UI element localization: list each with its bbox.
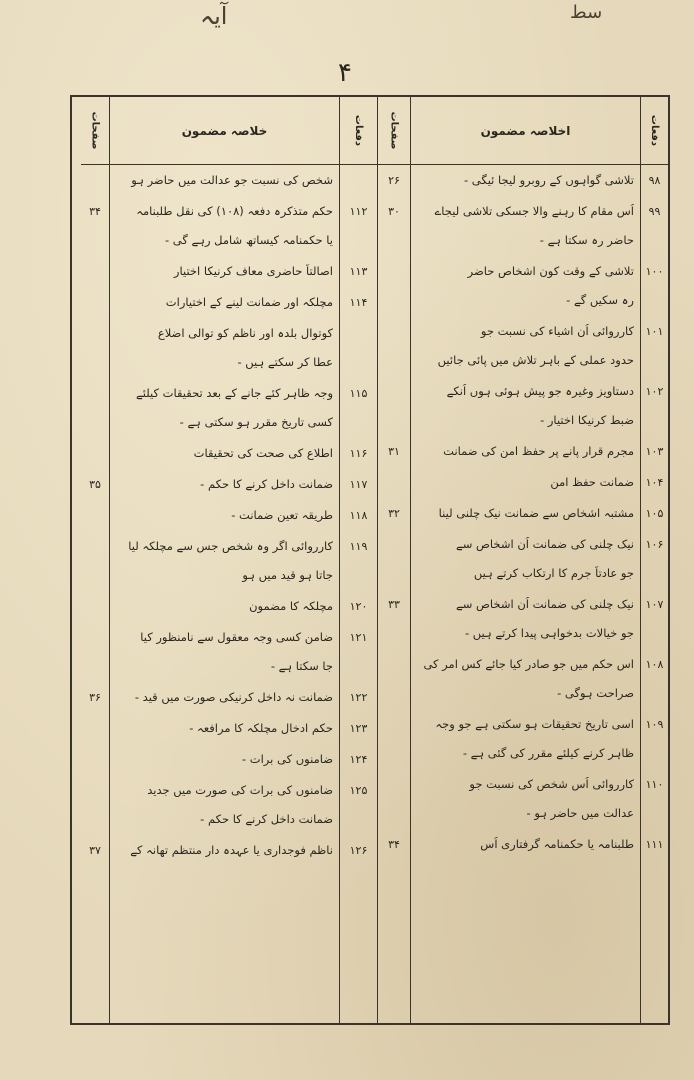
right_rows-row-summary-line: حدود عملی کے باہر تلاش میں پائی جائیں bbox=[437, 353, 634, 367]
left_rows-row-section: ۱۲۳ bbox=[349, 722, 368, 735]
right-section-header: دفعات bbox=[641, 97, 668, 165]
right_rows-row-summary-line: ضبط کرنیکا اختیار - bbox=[540, 413, 634, 427]
right_rows-row-summary-line: جو خیالات بدخواہی پیدا کرتے ہیں - bbox=[464, 626, 634, 640]
right_rows-row-summary-line: ضمانت حفظ امن bbox=[550, 475, 634, 489]
right-page-header: صفحات bbox=[378, 97, 410, 165]
left_rows-row-summary-line: شخص کی نسبت جو عدالت میں حاضر ہو bbox=[131, 173, 333, 187]
page-number: ۴ bbox=[338, 58, 352, 88]
left_rows-row-section: ۱۱۵ bbox=[349, 387, 368, 400]
left-section-header: دفعات bbox=[340, 97, 377, 165]
right_rows-row-section: ۱۰۹ bbox=[645, 718, 664, 731]
left_rows-row-section: ۱۱۲ bbox=[349, 205, 368, 218]
right_rows-row-section: ۹۹ bbox=[648, 205, 661, 218]
right-summary-column bbox=[410, 97, 640, 1023]
right_rows-row-page: ۳۰ bbox=[388, 205, 400, 218]
left_rows-row-summary-line: حکم ادخال مچلکہ کا مرافعہ - bbox=[189, 721, 333, 735]
left_rows-row-summary-line: حکم متذکرہ دفعہ (۱۰۸) کی نقل طلبنامہ bbox=[136, 204, 333, 218]
left_rows-row-summary-line: مچلکہ کا مضمون bbox=[249, 599, 333, 613]
left_rows-row-section: ۱۱۳ bbox=[349, 265, 368, 278]
right_rows-row-summary-line: تلاشی گواہوں کے روبرو لیجا ئیگی - bbox=[463, 173, 634, 187]
left_rows-row-summary-line: طریقہ تعین ضمانت - bbox=[231, 508, 333, 522]
right_rows-row-summary-line: کارروائی اُن اشیاء کی نسبت جو bbox=[480, 324, 634, 338]
page-marks bbox=[0, 0, 694, 100]
right_rows-row-section: ۱۰۱ bbox=[645, 325, 664, 338]
left_rows-row-summary-line: ضامن کسی وجہ معقول سے نامنظور کیا bbox=[140, 630, 333, 644]
right_rows-row-summary-line: اُس مقام کا رہنے والا جسکی تلاشی لیجاے bbox=[434, 204, 634, 218]
right_rows-row-section: ۱۱۱ bbox=[645, 838, 664, 851]
left_rows-row-summary-line: عطا کر سکتے ہیں - bbox=[237, 355, 333, 369]
left_rows-row-summary-line: اطلاع کی صحت کی تحقیقات bbox=[193, 446, 333, 460]
right_rows-row-page: ۳۱ bbox=[388, 445, 400, 458]
left_rows-row-summary-line: کارروائی اگر وہ شخص جس سے مچلکہ لیا bbox=[128, 539, 333, 553]
left-summary-column bbox=[109, 97, 339, 1023]
left_rows-row-summary-line: جا سکتا ہے - bbox=[270, 659, 333, 673]
left_rows-row-summary-line: اصالتاً حاضری معاف کرنیکا اختیار bbox=[173, 264, 333, 278]
right_rows-row-summary-line: نیک چلنی کی ضمانت اُن اشخاص سے bbox=[455, 597, 634, 611]
left-section-column bbox=[339, 97, 377, 1023]
right_rows-row-summary-line: کارروائی اُس شخص کی نسبت جو bbox=[469, 777, 634, 791]
right_rows-row-summary-line: اسی تاریخ تحقیقات ہو سکتی ہے جو وجہ bbox=[435, 717, 634, 731]
left_rows-row-section: ۱۱۴ bbox=[349, 296, 368, 309]
left_rows-row-section: ۱۲۰ bbox=[349, 600, 368, 613]
left_rows-row-summary-line: ضامنوں کی برات - bbox=[241, 752, 333, 766]
left_rows-row-page: ۳۶ bbox=[89, 691, 101, 704]
right-section-column bbox=[640, 97, 668, 1023]
right_rows-row-section: ۱۰۳ bbox=[645, 445, 664, 458]
right_rows-row-section: ۹۸ bbox=[648, 174, 661, 187]
right_rows-row-summary-line: مجرم قرار پانے پر حفظ امن کی ضمانت bbox=[443, 444, 634, 458]
right_rows-row-section: ۱۰۰ bbox=[645, 265, 664, 278]
left_rows-row-section: ۱۲۶ bbox=[349, 844, 368, 857]
right-page-column bbox=[377, 97, 410, 1023]
right_rows-row-section: ۱۰۸ bbox=[645, 658, 664, 671]
top-mark: آیہ bbox=[200, 2, 228, 30]
left_rows-row-summary-line: ضمانت نہ داخل کرنیکی صورت میں قید - bbox=[134, 690, 333, 704]
right_rows-row-summary-line: مشتبہ اشخاص سے ضمانت نیک چلنی لینا bbox=[438, 506, 634, 520]
left_rows-row-section: ۱۱۶ bbox=[349, 447, 368, 460]
right_rows-row-summary-line: رہ سکیں گے - bbox=[566, 293, 634, 307]
right_rows-row-summary-line: دستاویز وغیرہ جو پیش ہوئی ہوں اُنکے bbox=[446, 384, 634, 398]
right_rows-row-section: ۱۰۴ bbox=[645, 476, 664, 489]
right_rows-row-summary-line: اس حکم میں جو صادر کیا جائے کس امر کی bbox=[423, 657, 634, 671]
left_rows-row-page: ۳۴ bbox=[89, 205, 101, 218]
left_rows-row-section: ۱۱۹ bbox=[349, 540, 368, 553]
left-summary-header: خلاصہ مضمون bbox=[110, 97, 339, 165]
left_rows-row-summary-line: کسی تاریخ مقرر ہو سکتی ہے - bbox=[179, 415, 333, 429]
left_rows-row-summary-line: کوتوال بلدہ اور ناظم کو توالی اضلاع bbox=[157, 326, 333, 340]
corner-mark: سط bbox=[570, 2, 603, 23]
left-page-column bbox=[81, 97, 109, 1023]
left_rows-row-page: ۳۷ bbox=[89, 844, 101, 857]
left_rows-row-summary-line: وجہ ظاہر کئے جانے کے بعد تحقیقات کیلئے bbox=[136, 386, 333, 400]
right_rows-row-section: ۱۱۰ bbox=[645, 778, 664, 791]
right_rows-row-section: ۱۰۵ bbox=[645, 507, 664, 520]
right_rows-row-summary-line: تلاشی کے وقت کون اشخاص حاضر bbox=[467, 264, 634, 278]
left_rows-row-summary-line: مچلکہ اور ضمانت لینے کے اختیارات bbox=[165, 295, 333, 309]
left_rows-row-section: ۱۲۵ bbox=[349, 784, 368, 797]
left_rows-row-summary-line: ضمانت داخل کرنے کا حکم - bbox=[200, 477, 333, 491]
left_rows-row-summary-line: ناظم فوجداری یا عہدہ دار منتظم تھانہ کے bbox=[130, 843, 333, 857]
right_rows-row-summary-line: عدالت میں حاضر ہو - bbox=[526, 806, 634, 820]
right_rows-row-summary-line: طلبنامہ یا حکمنامہ گرفتاری اُس bbox=[480, 837, 634, 851]
left_rows-row-summary-line: یا حکمنامہ کیساتھ شامل رہے گی - bbox=[164, 233, 333, 247]
right_rows-row-section: ۱۰۲ bbox=[645, 385, 664, 398]
left_rows-row-summary-line: ضامنوں کی برات کی صورت میں جدید bbox=[147, 783, 333, 797]
left_rows-row-section: ۱۱۷ bbox=[349, 478, 368, 491]
right_rows-row-summary-line: صراحت ہوگی - bbox=[557, 686, 634, 700]
right_rows-row-page: ۳۳ bbox=[388, 598, 400, 611]
right_rows-row-page: ۳۲ bbox=[388, 507, 400, 520]
right_rows-row-page: ۲۶ bbox=[388, 174, 400, 187]
left_rows-row-page: ۳۵ bbox=[89, 478, 101, 491]
index-table bbox=[70, 95, 670, 1025]
right-summary-header: اخلاصہ مضمون bbox=[411, 97, 640, 165]
right_rows-row-page: ۳۴ bbox=[388, 838, 400, 851]
right_rows-row-section: ۱۰۷ bbox=[645, 598, 664, 611]
left_rows-row-section: ۱۱۸ bbox=[349, 509, 368, 522]
right_rows-row-summary-line: حاضر رہ سکتا ہے - bbox=[539, 233, 634, 247]
right_rows-row-summary-line: جو عادتاً جرم کا ارتکاب کرتے ہیں bbox=[473, 566, 634, 580]
left_rows-row-section: ۱۲۱ bbox=[349, 631, 368, 644]
right_rows-row-section: ۱۰۶ bbox=[645, 538, 664, 551]
left_rows-row-summary-line: ضمانت داخل کرنے کا حکم - bbox=[200, 812, 333, 826]
left_rows-row-section: ۱۲۲ bbox=[349, 691, 368, 704]
right_rows-row-summary-line: نیک چلنی کی ضمانت اُن اشخاص سے bbox=[455, 537, 634, 551]
right_rows-row-summary-line: ظاہر کرنے کیلئے مقرر کی گئی ہے - bbox=[462, 746, 634, 760]
left_rows-row-summary-line: جاتا ہو قید میں ہو bbox=[242, 568, 333, 582]
left-page-header: صفحات bbox=[81, 97, 109, 165]
left_rows-row-section: ۱۲۴ bbox=[349, 753, 368, 766]
